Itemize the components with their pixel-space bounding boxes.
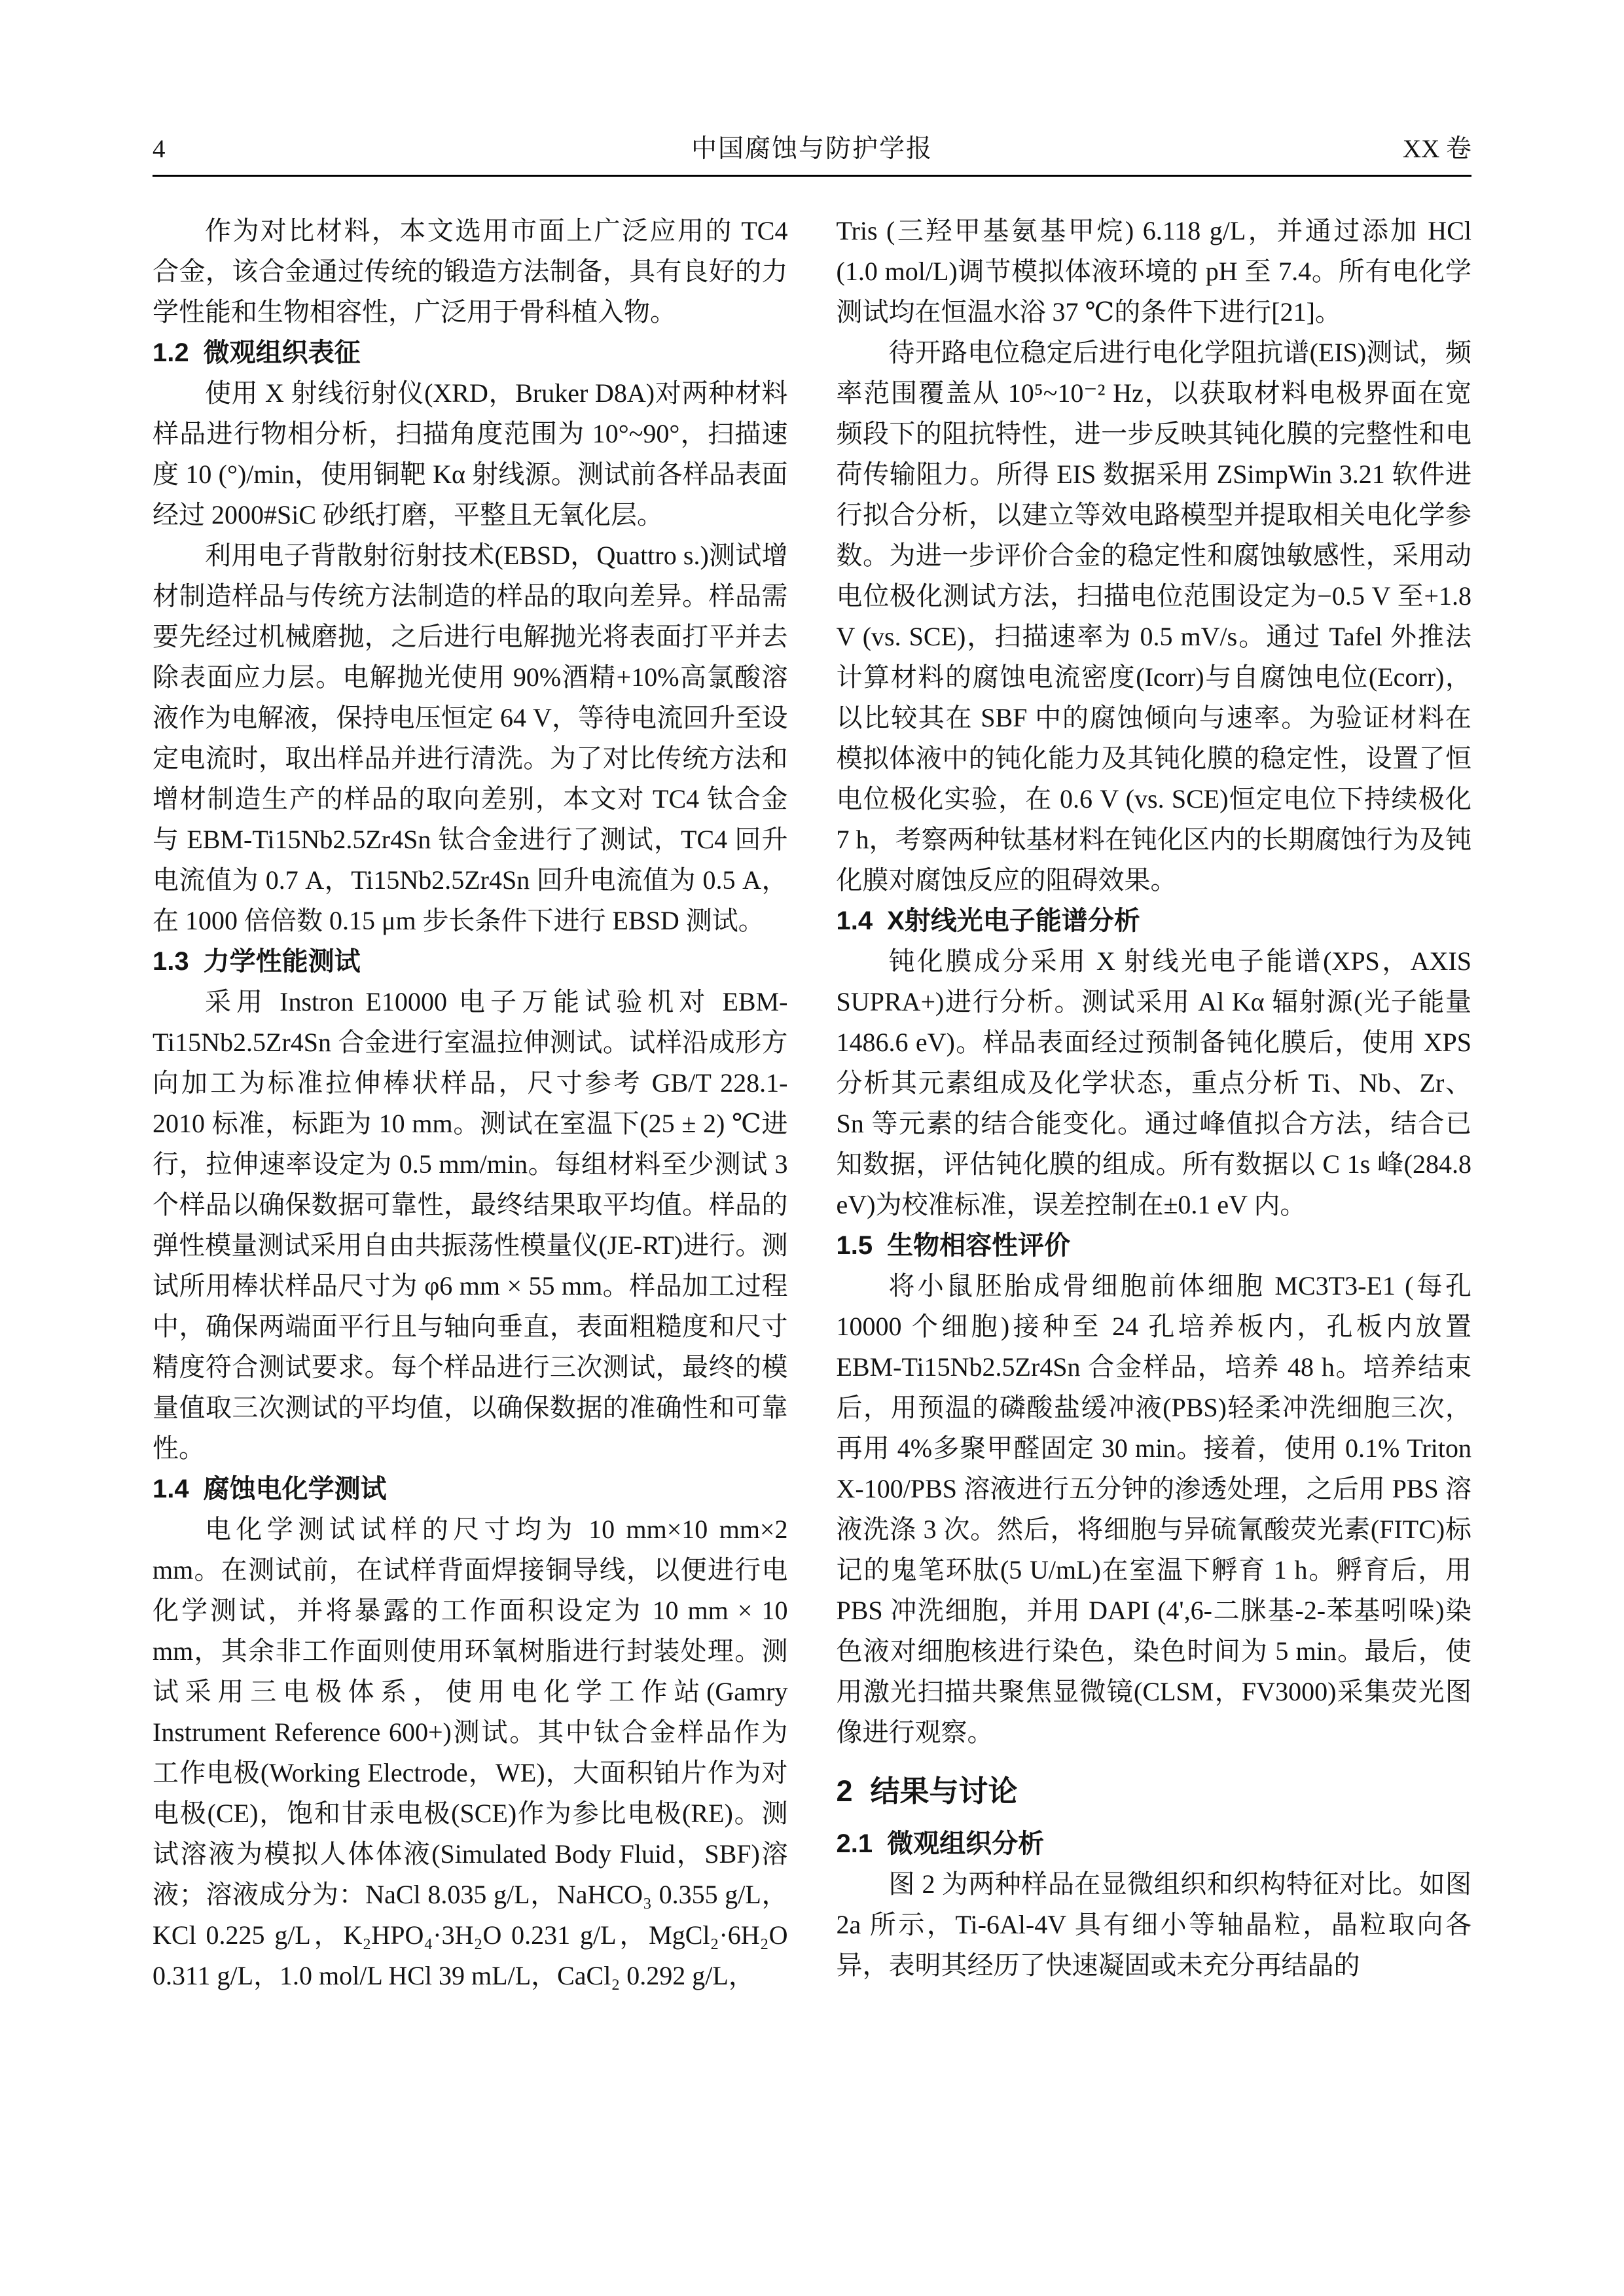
heading-title: 生物相容性评价 [887,1231,1071,1260]
left-column [153,211,788,1996]
section-heading-2 [837,1772,1472,1810]
section-heading-1-2 [153,332,788,373]
body-paragraph: 作为对比材料，本文选用市面上广泛应用的 TC4 合金，该合金通过传统的锻造方法制备，具有良好的力学性能和生物相容性，广泛用于骨科植入物。 [153,216,788,327]
body-paragraph: 图 2 为两种样品在显微组织和织构特征对比。如图 2a 所示，Ti-6Al-4V 具有细小等轴晶粒，晶粒取向各异，表明其经历了快速凝固或未充分再结晶的 [836,1869,1471,1980]
body-paragraph: 待开路电位稳定后进行电化学阻抗谱(EIS)测试，频率范围覆盖从 10⁵~10⁻² Hz，以获取材料电极界面在宽频段下的阻抗特性，进一步反映其钝化膜的完整性和电荷传输阻力。所得 EIS 数据采用 ZSimpWin 3.21 软件进行拟合分析，以建立等效电路模型并提取相关电化学参数。为进一步评价合金的稳定性和腐蚀敏感性，采用动电位极化测试方法，扫描电位范围设定为−0.5 V 至+1.8 V (vs. SCE)，扫描速率为 0.5 mV/s。通过 Tafel 外推法计算材料的腐蚀电流密度(Icorr)与自腐蚀电位(Ecorr)，以比较其在 SBF 中的腐蚀倾向与速率。为验证材料在模拟体液中的钝化能力及其钝化膜的稳定性，设置了恒电位极化实验，在 0.6 V (vs. SCE)恒定电位下持续极化 7 h，考察两种钛基材料在钝化区内的长期腐蚀行为及钝化膜对腐蚀反应的阻碍效果。 [836,338,1471,895]
heading-title: 微观组织分析 [887,1829,1045,1858]
heading-title: 腐蚀电化学测试 [203,1475,387,1503]
right-column [837,211,1472,1996]
heading-title: X射线光电子能谱分析 [887,906,1140,935]
body-paragraph: 利用电子背散射衍射技术(EBSD，Quattro s.)测试增材制造样品与传统方法制造的样品的取向差异。样品需要先经过机械磨抛，之后进行电解抛光将表面打平并去除表面应力层。电解抛光使用 90%酒精+10%高氯酸溶液作为电解液，保持电压恒定 64 V，等待电流回升至设定电流时，取出样品并进行清洗。为了对比传统方法和增材制造生产的样品的取向差别，本文对 TC4 钛合金与 EBM-Ti15Nb2.5Zr4Sn 钛合金进行了测试，TC4 回升电流值为 0.7 A，Ti15Nb2.5Zr4Sn 回升电流值为 0.5 A，在 1000 倍倍数 0.15 μm 步长条件下进行 EBSD 测试。 [153,541,788,935]
page-content [153,134,1471,1996]
volume-label: XX 卷 [1402,135,1471,163]
section-heading-1-5 [837,1225,1472,1266]
journal-title: 中国腐蚀与防护学报 [691,135,933,163]
heading-number: 2 [836,1774,853,1808]
heading-number: 1.4 [836,906,873,935]
section-heading-1-4-xps [837,901,1472,941]
heading-number: 1.4 [153,1475,189,1503]
section-heading-1-4 [153,1469,788,1509]
section-heading-1-3 [153,941,788,982]
header-rule [153,175,1471,177]
two-column-body [153,211,1471,1996]
body-paragraph: 电化学测试试样的尺寸均为 10 mm×10 mm×2 mm。在测试前，在试样背面焊接铜导线，以便进行电化学测试，并将暴露的工作面积设定为 10 mm × 10 mm，其余非工作面则使用环氧树脂进行封装处理。测试采用三电极体系，使用电化学工作站(Gamry Instrument Reference 600+)测试。其中钛合金样品作为工作电极(Working Electrode，WE)，大面积铂片作为对电极(CE)，饱和甘汞电极(SCE)作为参比电极(RE)。测试溶液为模拟人体体液(Simulated Body Fluid，SBF)溶液；溶液成分为：NaCl 8.035 g/L，NaHCO₃ 0.355 g/L，KCl 0.225 g/L，K₂HPO₄·3H₂O 0.231 g/L，MgCl₂·6H₂O 0.311 g/L，1.0 mol/L HCl 39 mL/L，CaCl₂ 0.292 g/L， [153,1515,788,1990]
running-header [153,134,1471,164]
body-paragraph: 使用 X 射线衍射仪(XRD，Bruker D8A)对两种材料样品进行物相分析，扫描角度范围为 10°~90°，扫描速度 10 (°)/min，使用铜靶 Kα 射线源。测试前各样品表面经过 2000#SiC 砂纸打磨，平整且无氧化层。 [153,378,788,529]
body-paragraph: 将小鼠胚胎成骨细胞前体细胞 MC3T3-E1 (每孔 10000 个细胞)接种至 24 孔培养板内，孔板内放置 EBM-Ti15Nb2.5Zr4Sn 合金样品，培养 48 h。培养结束后，用预温的磷酸盐缓冲液(PBS)轻柔冲洗细胞三次，再用 4%多聚甲醛固定 30 min。接着，使用 0.1% Triton X-100/PBS 溶液进行五分钟的渗透处理，之后用 PBS 溶液洗涤 3 次。然后，将细胞与异硫氰酸荧光素(FITC)标记的鬼笔环肽(5 U/mL)在室温下孵育 1 h。孵育后，用 PBS 冲洗细胞，并用 DAPI (4',6-二脒基-2-苯基吲哚)染色液对细胞核进行染色，染色时间为 5 min。最后，使用激光扫描共聚焦显微镜(CLSM，FV3000)采集荧光图像进行观察。 [836,1271,1471,1747]
heading-number: 1.2 [153,338,189,367]
heading-title: 力学性能测试 [203,947,361,976]
heading-number: 1.3 [153,947,189,976]
page-number: 4 [153,135,166,163]
heading-title: 微观组织表征 [203,338,361,367]
body-paragraph: 采用 Instron E10000 电子万能试验机对 EBM-Ti15Nb2.5Zr4Sn 合金进行室温拉伸测试。试样沿成形方向加工为标准拉伸棒状样品，尺寸参考 GB/T 228.1-2010 标准，标距为 10 mm。测试在室温下(25 ± 2) ℃进行，拉伸速率设定为 0.5 mm/min。每组材料至少测试 3 个样品以确保数据可靠性，最终结果取平均值。样品的弹性模量测试采用自由共振荡性模量仪(JE-RT)进行。测试所用棒状样品尺寸为 φ6 mm × 55 mm。样品加工过程中，确保两端面平行且与轴向垂直，表面粗糙度和尺寸精度符合测试要求。每个样品进行三次测试，最终的模量值取三次测试的平均值，以确保数据的准确性和可靠性。 [153,987,788,1463]
heading-number: 2.1 [836,1829,873,1858]
body-paragraph: 钝化膜成分采用 X 射线光电子能谱(XPS，AXIS SUPRA+)进行分析。测试采用 Al Kα 辐射源(光子能量 1486.6 eV)。样品表面经过预制备钝化膜后，使用 XPS 分析其元素组成及化学状态，重点分析 Ti、Nb、Zr、Sn 等元素的结合能变化。通过峰值拟合方法，结合已知数据，评估钝化膜的组成。所有数据以 C 1s 峰(284.8 eV)为校准标准，误差控制在±0.1 eV 内。 [836,946,1471,1219]
section-heading-2-1 [837,1823,1472,1864]
heading-title: 结果与讨论 [870,1774,1018,1808]
heading-number: 1.5 [836,1231,873,1260]
body-paragraph-continuation: Tris (三羟甲基氨基甲烷) 6.118 g/L，并通过添加 HCl (1.0 mol/L)调节模拟体液环境的 pH 至 7.4。所有电化学测试均在恒温水浴 37 ℃的条件下进行[21]。 [836,216,1471,327]
